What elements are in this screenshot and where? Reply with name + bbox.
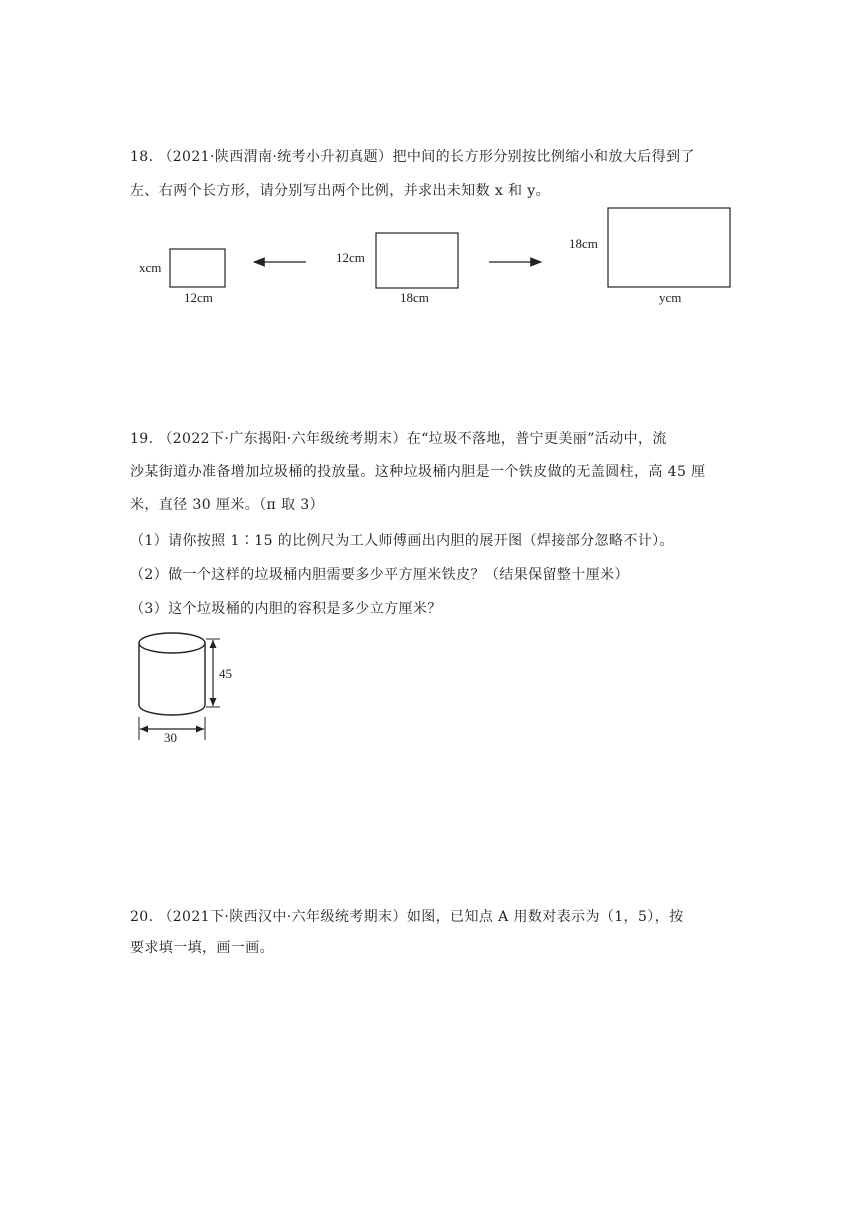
q19-sub-question-1: （1）请你按照 1∶15 的比例尺为工人师傅画出内胆的展开图（焊接部分忽略不计）。 — [130, 533, 674, 549]
middle-rect-side-label: 12cm — [336, 250, 365, 265]
cylinder-top — [139, 633, 205, 653]
q19-text-line-3: 米，直径 30 厘米。（π 取 3） — [130, 497, 324, 513]
cylinder-bottom — [139, 705, 205, 715]
diameter-label: 30 — [164, 730, 177, 745]
q18-text-line-1: 18. （2021·陕西渭南·统考小升初真题）把中间的长方形分别按比例缩小和放大后得到了 — [130, 149, 695, 165]
height-label: 45 — [219, 666, 232, 681]
q20-text-line-2: 要求填一填，画一画。 — [130, 940, 274, 956]
middle-rect-bottom-label: 18cm — [400, 290, 429, 305]
q19-text-line-1: 19. （2022下·广东揭阳·六年级统考期末）在“垃圾不落地，普宁更美丽”活动中，流 — [130, 431, 667, 447]
large-rect-side-label: 18cm — [569, 236, 598, 251]
q19-sub-question-2: （2）做一个这样的垃圾桶内胆需要多少平方厘米铁皮？（结果保留整十厘米） — [130, 567, 629, 583]
small-rect-bottom-label: 12cm — [184, 290, 213, 305]
q20-text-line-1: 20. （2021下·陕西汉中·六年级统考期末）如图，已知点 A 用数对表示为（1，5），按 — [130, 909, 684, 925]
q19-sub-question-3: （3）这个垃圾桶的内胆的容积是多少立方厘米？ — [130, 601, 442, 617]
q18-text-line-2: 左、右两个长方形，请分别写出两个比例，并求出未知数 x 和 y。 — [130, 183, 550, 199]
small-rect-side-label: xcm — [139, 260, 162, 275]
q19-text-line-2: 沙某街道办准备增加垃圾桶的投放量。这种垃圾桶内胆是一个铁皮做的无盖圆柱，高 45 厘 — [130, 464, 706, 480]
large-rect-bottom-label: ycm — [659, 290, 682, 305]
